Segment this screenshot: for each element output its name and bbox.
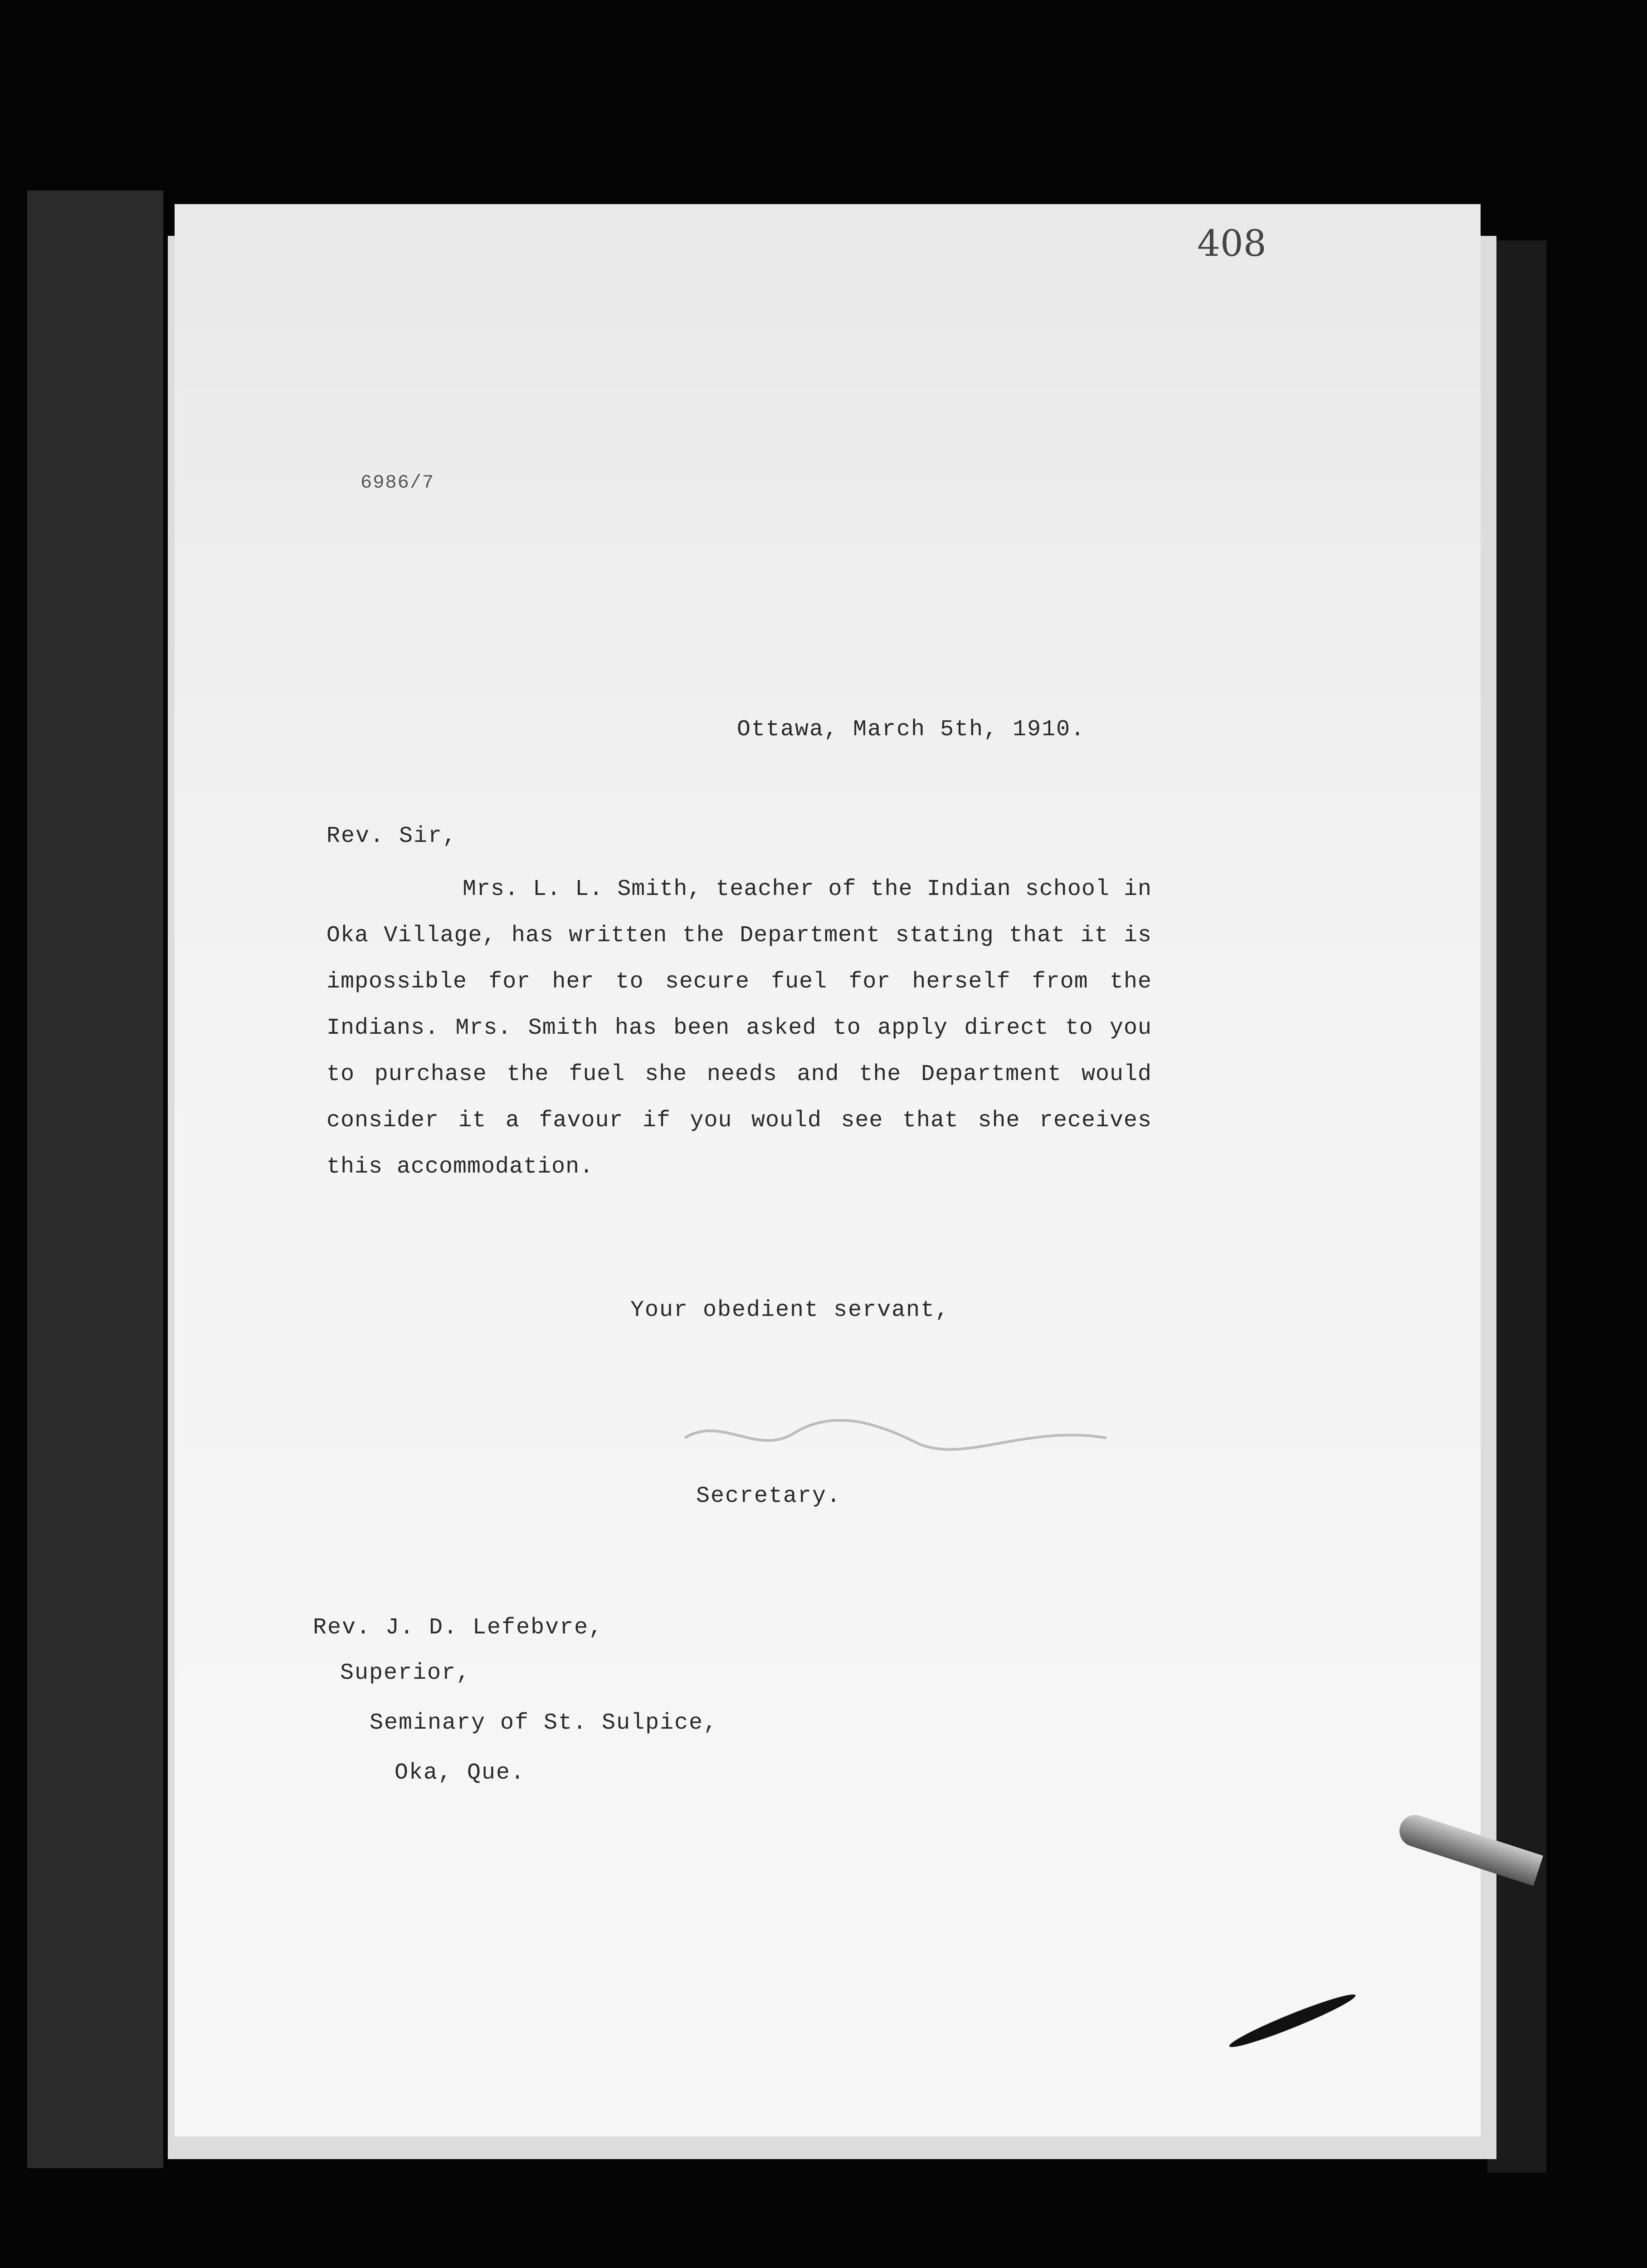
address-line-2: Superior, (340, 1660, 471, 1686)
address-line-4: Oka, Que. (395, 1760, 526, 1786)
folio-number: 408 (1197, 222, 1267, 264)
dark-left-edge (27, 191, 163, 2168)
salutation: Rev. Sir, (326, 823, 458, 849)
date-line: Ottawa, March 5th, 1910. (737, 717, 1086, 743)
faint-signature (680, 1406, 1111, 1461)
letter-body (326, 866, 1152, 1190)
address-line-1: Rev. J. D. Lefebvre, (313, 1615, 604, 1641)
body-paragraph: Mrs. L. L. Smith, teacher of the Indian school in Oka Village, has written the Department stating that it is impossible for her to secure fuel for herself from the Indians. Mrs. Smith has been asked to apply direct to you to purchase the fuel she needs and the Department would consider it a favour if you would see that she receives this accommodation. (326, 876, 1152, 1180)
signature-title: Secretary. (696, 1483, 842, 1509)
closing: Your obedient servant, (630, 1297, 950, 1323)
file-number: 6986/7 (361, 472, 435, 494)
address-line-3: Seminary of St. Sulpice, (370, 1710, 718, 1736)
